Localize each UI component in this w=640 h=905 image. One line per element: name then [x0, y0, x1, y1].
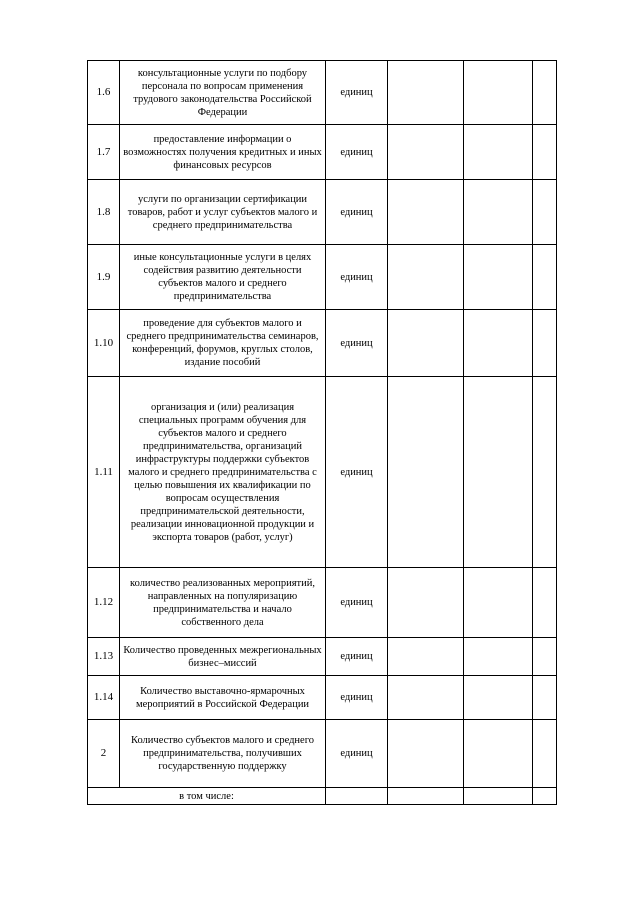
empty-cell	[388, 245, 464, 310]
row-description: Количество проведенных межрегиональных бизнес–миссий	[120, 638, 326, 676]
empty-cell	[388, 638, 464, 676]
row-number: 1.9	[88, 245, 120, 310]
row-unit: единиц	[326, 310, 388, 377]
table-row	[88, 377, 557, 568]
footer-label: в том числе:	[88, 788, 326, 805]
row-unit: единиц	[326, 125, 388, 180]
empty-cell	[533, 568, 557, 638]
empty-cell	[533, 245, 557, 310]
empty-cell	[533, 676, 557, 720]
empty-cell	[533, 125, 557, 180]
row-unit: единиц	[326, 180, 388, 245]
table-row	[88, 568, 557, 638]
table-row	[88, 638, 557, 676]
row-number: 1.13	[88, 638, 120, 676]
row-description: предоставление информации о возможностях получения кредитных и иных финансовых ресурсов	[120, 125, 326, 180]
empty-cell	[388, 676, 464, 720]
empty-cell	[533, 720, 557, 788]
row-description: количество реализованных мероприятий, направленных на популяризацию предпринимательства и начало собственного дела	[120, 568, 326, 638]
table-row	[88, 720, 557, 788]
row-unit: единиц	[326, 638, 388, 676]
empty-cell	[464, 638, 533, 676]
empty-cell	[533, 788, 557, 805]
row-description: консультационные услуги по подбору персонала по вопросам применения трудового законодательства Российской Федерации	[120, 61, 326, 125]
empty-cell	[388, 180, 464, 245]
row-unit: единиц	[326, 720, 388, 788]
empty-cell	[464, 245, 533, 310]
row-description: организация и (или) реализация специальных программ обучения для субъектов малого и среднего предпринимательства, организаций инфраструктуры поддержки субъектов малого и среднего предпринимательства с целью повышения их квалификации по вопросам осуществления предпринимательской деятельности, реализации инновационной продукции и экспорта товаров (работ, услуг)	[120, 377, 326, 568]
table-row	[88, 245, 557, 310]
row-unit: единиц	[326, 61, 388, 125]
row-number: 2	[88, 720, 120, 788]
empty-cell	[388, 377, 464, 568]
table-row	[88, 310, 557, 377]
row-number: 1.14	[88, 676, 120, 720]
row-unit: единиц	[326, 568, 388, 638]
empty-cell	[388, 310, 464, 377]
row-unit: единиц	[326, 245, 388, 310]
empty-cell	[533, 180, 557, 245]
empty-cell	[326, 788, 388, 805]
empty-cell	[388, 61, 464, 125]
empty-cell	[464, 377, 533, 568]
report-table	[87, 60, 557, 805]
empty-cell	[388, 568, 464, 638]
row-unit: единиц	[326, 377, 388, 568]
empty-cell	[533, 638, 557, 676]
empty-cell	[388, 788, 464, 805]
row-number: 1.6	[88, 61, 120, 125]
table-row	[88, 180, 557, 245]
row-number: 1.12	[88, 568, 120, 638]
empty-cell	[388, 720, 464, 788]
empty-cell	[464, 676, 533, 720]
empty-cell	[464, 568, 533, 638]
row-number: 1.10	[88, 310, 120, 377]
row-description: проведение для субъектов малого и среднего предпринимательства семинаров, конференций, форумов, круглых столов, издание пособий	[120, 310, 326, 377]
row-number: 1.8	[88, 180, 120, 245]
empty-cell	[464, 125, 533, 180]
empty-cell	[464, 310, 533, 377]
empty-cell	[464, 720, 533, 788]
empty-cell	[533, 377, 557, 568]
row-description: услуги по организации сертификации товаров, работ и услуг субъектов малого и среднего предпринимательства	[120, 180, 326, 245]
table-row	[88, 61, 557, 125]
footer-row	[88, 788, 557, 805]
empty-cell	[533, 310, 557, 377]
table-row	[88, 125, 557, 180]
row-number: 1.7	[88, 125, 120, 180]
empty-cell	[533, 61, 557, 125]
row-number: 1.11	[88, 377, 120, 568]
table-row	[88, 676, 557, 720]
empty-cell	[464, 788, 533, 805]
empty-cell	[388, 125, 464, 180]
row-description: иные консультационные услуги в целях содействия развитию деятельности субъектов малого и среднего предпринимательства	[120, 245, 326, 310]
empty-cell	[464, 61, 533, 125]
row-unit: единиц	[326, 676, 388, 720]
row-description: Количество субъектов малого и среднего предпринимательства, получивших государственную поддержку	[120, 720, 326, 788]
row-description: Количество выставочно-ярмарочных мероприятий в Российской Федерации	[120, 676, 326, 720]
empty-cell	[464, 180, 533, 245]
